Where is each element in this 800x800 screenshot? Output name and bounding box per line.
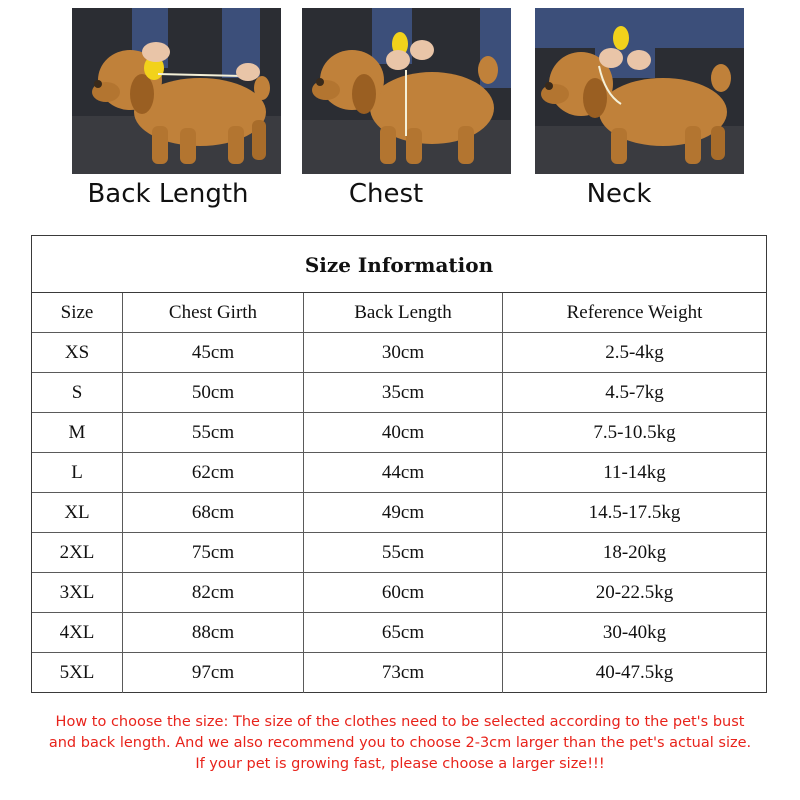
table-header-row bbox=[32, 293, 766, 333]
back-length-cell: 55cm bbox=[304, 533, 503, 572]
size-selection-note bbox=[10, 712, 790, 775]
neck-caption: Neck bbox=[586, 179, 652, 209]
dog-neck-measure-photo bbox=[535, 8, 744, 174]
header-chest-girth: Chest Girth bbox=[123, 293, 304, 332]
chest-girth-cell: 50cm bbox=[123, 373, 304, 412]
chest-girth-cell: 82cm bbox=[123, 573, 304, 612]
header-back-length: Back Length bbox=[304, 293, 503, 332]
reference-weight-cell: 18-20kg bbox=[602, 541, 667, 563]
table-row bbox=[32, 613, 766, 653]
note-line: and back length. And we also recommend you to choose 2-3cm larger than the pet's actual size. bbox=[48, 735, 752, 751]
back-length-cell: 49cm bbox=[304, 493, 503, 532]
header-reference-weight: Reference Weight bbox=[566, 301, 703, 323]
reference-weight-cell: 20-22.5kg bbox=[595, 581, 674, 603]
size-information-table bbox=[31, 235, 767, 693]
reference-weight-cell: 40-47.5kg bbox=[595, 662, 674, 683]
back-length-cell: 44cm bbox=[304, 453, 503, 492]
chest-girth-cell: 88cm bbox=[123, 613, 304, 652]
table-row bbox=[32, 493, 766, 533]
back-length-cell: 73cm bbox=[304, 653, 503, 693]
back-length-photo bbox=[72, 8, 281, 174]
size-cell: 4XL bbox=[32, 613, 123, 652]
size-cell: 2XL bbox=[32, 533, 123, 572]
reference-weight-cell: 7.5-10.5kg bbox=[593, 421, 676, 443]
back-length-cell: 40cm bbox=[304, 413, 503, 452]
back-length-cell: 60cm bbox=[304, 573, 503, 612]
neck-photo bbox=[535, 8, 744, 174]
table-row bbox=[32, 653, 766, 693]
chest-girth-cell: 75cm bbox=[123, 533, 304, 572]
back-length-caption: Back Length bbox=[87, 179, 249, 209]
note-line: How to choose the size: The size of the clothes need to be selected according to the pet's bust bbox=[55, 714, 745, 730]
reference-weight-cell: 2.5-4kg bbox=[605, 341, 664, 363]
table-row bbox=[32, 573, 766, 613]
size-cell: 3XL bbox=[32, 573, 123, 612]
chest-girth-cell: 62cm bbox=[123, 453, 304, 492]
note-line: If your pet is growing fast, please choose a larger size!!! bbox=[195, 756, 605, 772]
table-title: Size Information bbox=[32, 236, 766, 293]
reference-weight-cell: 14.5-17.5kg bbox=[588, 501, 681, 523]
table-row bbox=[32, 533, 766, 573]
chest-girth-cell: 97cm bbox=[123, 653, 304, 693]
chest-girth-cell: 68cm bbox=[123, 493, 304, 532]
table-row bbox=[32, 373, 766, 413]
chest-girth-cell: 45cm bbox=[123, 333, 304, 372]
size-cell: 5XL bbox=[32, 653, 123, 693]
table-row bbox=[32, 453, 766, 493]
chest-caption: Chest bbox=[348, 179, 424, 209]
chest-photo bbox=[302, 8, 511, 174]
reference-weight-cell: 11-14kg bbox=[603, 461, 666, 483]
size-cell: L bbox=[32, 453, 123, 492]
reference-weight-cell: 30-40kg bbox=[602, 621, 667, 643]
size-cell: XL bbox=[32, 493, 123, 532]
back-length-cell: 30cm bbox=[304, 333, 503, 372]
header-size: Size bbox=[32, 293, 123, 332]
back-length-cell: 65cm bbox=[304, 613, 503, 652]
back-length-cell: 35cm bbox=[304, 373, 503, 412]
chest-girth-cell: 55cm bbox=[123, 413, 304, 452]
size-cell: S bbox=[32, 373, 123, 412]
table-row bbox=[32, 333, 766, 373]
size-cell: XS bbox=[32, 333, 123, 372]
dog-back-measure-photo bbox=[72, 8, 281, 174]
reference-weight-cell: 4.5-7kg bbox=[605, 381, 664, 403]
table-row bbox=[32, 413, 766, 453]
dog-chest-measure-photo bbox=[302, 8, 511, 174]
size-cell: M bbox=[32, 413, 123, 452]
